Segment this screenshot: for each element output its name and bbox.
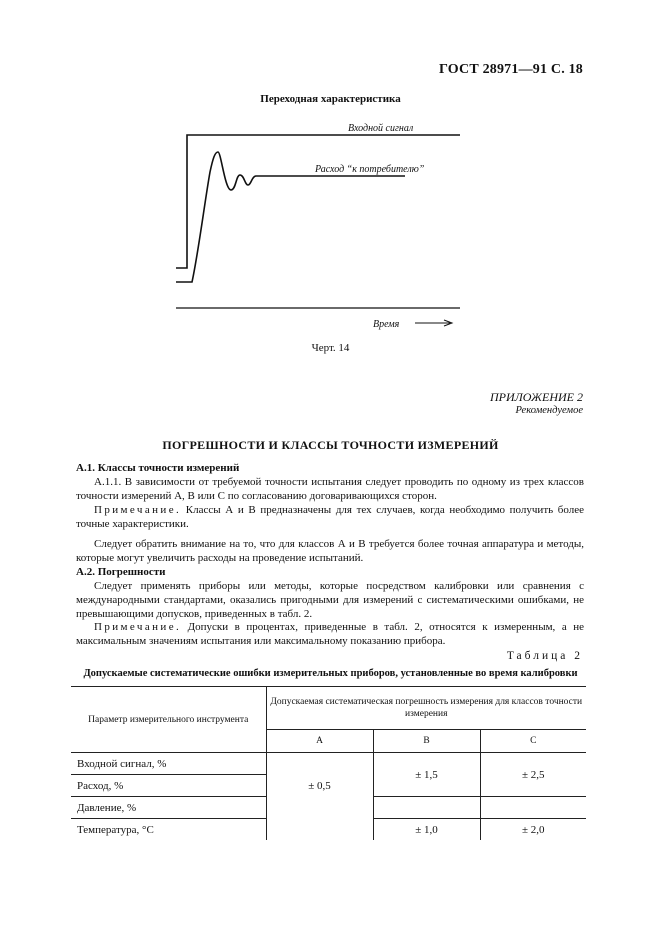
figure-caption: Черт. 14 xyxy=(311,342,350,354)
header-class-a: А xyxy=(266,730,373,753)
section-title: ПОГРЕШНОСТИ И КЛАССЫ ТОЧНОСТИ ИЗМЕРЕНИЙ xyxy=(162,438,499,452)
label-input-signal: Входной сигнал xyxy=(348,123,414,134)
header-class-b: В xyxy=(373,730,480,753)
input-signal-line xyxy=(176,135,460,268)
cell-class-b-value-2: ± 1,0 xyxy=(373,819,480,841)
cell-class-b-empty xyxy=(373,797,480,819)
section-a2 xyxy=(76,565,584,621)
figure-title: Переходная характеристика xyxy=(260,93,401,105)
transient-response-chart xyxy=(0,0,661,340)
cell-class-a-value: ± 0,5 xyxy=(266,753,373,819)
tolerance-table xyxy=(71,686,586,840)
cell-class-b-value-1: ± 1,5 xyxy=(373,753,480,797)
a1-1-paragraph: А.1.1. В зависимости от требуемой точности испытания следует проводить по одному из трех классов точности измерений А, В или С по согласованию договаривающихся сторон. xyxy=(76,476,584,502)
note-1-label: Примечание. xyxy=(94,504,182,516)
note-2 xyxy=(76,620,584,648)
a2-paragraph: Следует применять приборы или методы, которые посредством калибровки или сравнения с международными стандартами, оказались пригодными для измерений с систематическими ошибками, не превышающими допусков, приведенных в табл. 2. xyxy=(76,580,584,620)
cell-class-a-empty xyxy=(266,819,373,841)
cell-class-c-value-1: ± 2,5 xyxy=(480,753,586,797)
section-a1 xyxy=(76,461,584,503)
table-label: Таблица 2 xyxy=(506,650,583,662)
document-header: ГОСТ 28971—91 С. 18 xyxy=(439,62,583,77)
row-temperature: Температура, °С xyxy=(71,819,266,841)
cell-class-c-value-2: ± 2,0 xyxy=(480,819,586,841)
appendix-subtitle: Рекомендуемое xyxy=(515,405,583,416)
row-flow: Расход, % xyxy=(71,775,266,797)
header-group: Допускаемая систематическая погрешность измерения для классов точности измерения xyxy=(266,687,586,730)
note-2-label: Примечание. xyxy=(94,621,182,633)
a1-heading: А.1. Классы точности измерений xyxy=(76,462,240,474)
attention-paragraph-block xyxy=(76,537,584,565)
table-title: Допускаемые систематические ошибки измерительных приборов, установленные во время калибровки xyxy=(83,668,578,679)
note-2-text: Допуски в процентах, приведенные в табл. 2, относятся к измеренным, а не максимальным значениям испытания или максимальному показанию прибора. xyxy=(76,621,584,647)
header-class-c: С xyxy=(480,730,586,753)
note-1-paragraph xyxy=(76,503,584,531)
a2-heading: А.2. Погрешности xyxy=(76,566,166,578)
attention-paragraph: Следует обратить внимание на то, что для классов А и В требуется более точная аппаратура и методы, которые могут увеличить расходы на проведение испытаний. xyxy=(76,538,584,564)
label-flow: Расход “к потребителю” xyxy=(315,164,425,175)
row-input-signal: Входной сигнал, % xyxy=(71,753,266,775)
note-1 xyxy=(76,503,584,531)
cell-class-c-empty xyxy=(480,797,586,819)
note-2-paragraph xyxy=(76,620,584,648)
header-parameter: Параметр измерительного инструмента xyxy=(71,687,266,753)
row-pressure: Давление, % xyxy=(71,797,266,819)
appendix-title: ПРИЛОЖЕНИЕ 2 xyxy=(490,390,583,404)
appendix-block xyxy=(490,390,583,418)
note-1-text: Классы А и В предназначены для тех случаев, когда необходимо получить более точные характеристики. xyxy=(76,504,584,530)
label-time: Время xyxy=(373,319,400,330)
